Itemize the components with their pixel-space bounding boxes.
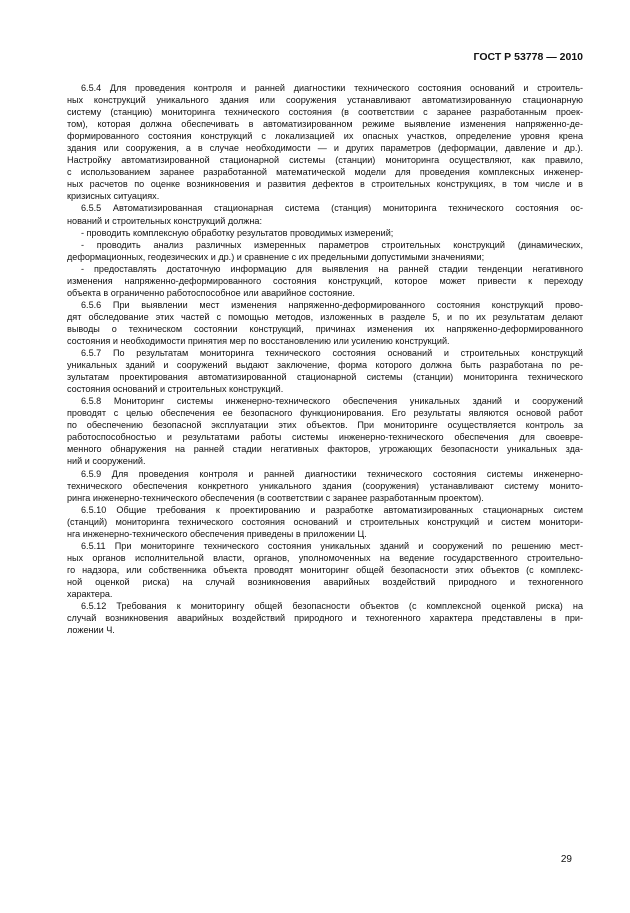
paragraph (67, 468, 583, 504)
paragraph-line: изменения напряженно-деформированного состояния конструкций, которое может привести к переходу (67, 275, 583, 286)
paragraph-line: по обеспечению безопасной эксплуатации этих объектов. При мониторинге осуществляется контроль за (67, 420, 583, 431)
paragraph-line: с использованием заранее разработанной математической модели для проведения комплексных инженер- (67, 167, 583, 178)
paragraph-line: го надзора, или собственника объекта проводят мониторинг общей безопасности этих объектов (с комплекс- (67, 564, 583, 575)
paragraph-line: 6.5.8 Мониторинг системы инженерно-технического обеспечения уникальных зданий и сооружений (81, 396, 583, 407)
paragraph-line: объекта в ограниченно работоспособное или аварийное состояние. (67, 287, 355, 298)
paragraph-line: уникальных зданий и сооружений выдают заключение, форма которого должна быть разработана по ре- (67, 360, 583, 371)
paragraph-line: том), которая должна обеспечивать в автоматизированном режиме выявление изменения напряженно-де- (67, 119, 583, 130)
paragraph-line: 6.5.10 Общие требования к проектированию и разработке автоматизированных стационарных систем (81, 504, 583, 515)
paragraph-line: кризисных ситуациях. (67, 191, 160, 202)
paragraph-line: деформационных, геодезических и др.) и сравнение с их предельными допустимыми значениями; (67, 251, 485, 262)
paragraph-line: менного обнаружения на ранней стадии негативных факторов, угрожающих безопасности уникальных зда- (67, 444, 583, 455)
paragraph-line: систему (станцию) мониторинга технического состояния (в соответствии с заранее разработанным проек- (67, 107, 583, 118)
paragraph-line: 6.5.4 Для проведения контроля и ранней диагностики технического состояния оснований и строитель- (81, 83, 583, 93)
paragraph-line: дят обследование этих частей с помощью методов, изложенных в разделе 5, и по их результатам делают (67, 311, 583, 322)
document-body (67, 82, 583, 636)
paragraph-line: - предоставлять достаточную информацию для выявления на ранней стадии тенденции негативного (81, 263, 583, 274)
paragraph-line: выводы о техническом состоянии конструкций, причинах изменения их напряженно-деформированного (67, 323, 583, 334)
paragraph-line: 6.5.5 Автоматизированная стационарная система (станция) мониторинга технического состояния ос- (81, 203, 583, 214)
paragraph (67, 600, 583, 636)
paragraph-line: проводят с целью обеспечения ее безопасного функционирования. Его результаты являются основой работ (67, 408, 583, 419)
paragraph-line: здания или сооружения, а в случае необходимости — и других параметров (деформации, давление и др.). (67, 143, 583, 154)
paragraph-line: 6.5.9 Для проведения контроля и ранней диагностики технического состояния системы инженерно- (81, 468, 583, 479)
paragraph-line: ных органов исполнительной власти, органов, уполномоченных на ведение государственного строительно- (67, 552, 583, 563)
paragraph (67, 540, 583, 600)
paragraph-line: формированного состояния конструкций с локализацией их опасных участков, определение уровня крена (67, 131, 583, 142)
paragraph (67, 504, 583, 540)
document-header: ГОСТ Р 53778 — 2010 (473, 51, 583, 63)
paragraph-line: состояния оснований и строительных конструкций. (67, 384, 284, 395)
paragraph-line: технического обеспечения конкретного уникального здания (сооружения) устанавливают систему монито- (67, 480, 583, 491)
paragraph (67, 202, 583, 226)
paragraph-line: ных конструкций уникального здания или сооружения устанавливают автоматизированную стационарную (67, 95, 583, 106)
paragraph-line: ложении Ч. (67, 625, 115, 636)
paragraph-line: ных расчетов по оценке возникновения и развития дефектов в строительных конструкциях, в том числе и в (67, 179, 583, 190)
paragraph-line: - проводить комплексную обработку результатов проводимых измерений; (81, 227, 394, 238)
paragraph-line: случай возникновения аварийных воздействий природного и техногенного характера представлены в при- (67, 613, 583, 624)
paragraph-line: 6.5.12 Требования к мониторингу общей безопасности объектов (с комплексной оценкой риска) на (81, 601, 583, 612)
paragraph-line: нга инженерно-технического обеспечения приведены в приложении Ц. (67, 528, 367, 539)
paragraph-line: 6.5.11 При мониторинге технического состояния уникальных зданий и сооружений по решению мест- (81, 540, 583, 551)
paragraph-line: зультатам проектирования автоматизированной стационарной системы (станции) мониторинга технического (67, 372, 583, 383)
paragraph (67, 347, 583, 395)
paragraph-line: 6.5.7 По результатам мониторинга технического состояния оснований и строительных конструкций (81, 348, 583, 359)
paragraph-line: ний и сооружений. (67, 456, 146, 467)
paragraph-line: ной оценкой риска) на случай возникновения аварийных воздействий природного и техногенного (67, 576, 583, 587)
paragraph (67, 263, 583, 299)
paragraph-line: (станций) мониторинга технического состояния оснований и строительных конструкций и систем монитори- (67, 516, 583, 527)
paragraph-line: работоспособностью и результатами работы системы инженерно-технического обеспечения для своевре- (67, 432, 583, 443)
page-number: 29 (560, 854, 572, 865)
paragraph-line: характера. (67, 588, 113, 599)
paragraph-line: 6.5.6 При выявлении мест изменения напряженно-деформированного состояния конструкций прово- (81, 299, 583, 310)
paragraph (67, 395, 583, 467)
paragraph-line: Настройку автоматизированной стационарной системы (станции) мониторинга осуществляют, как правило, (67, 155, 583, 166)
paragraph-line: состояния и необходимости принятия мер по восстановлению или усилению конструкций. (67, 335, 450, 346)
paragraph (67, 299, 583, 347)
paragraph-line: ринга инженерно-технического обеспечения (в соответствии с заранее разработанным проектом). (67, 492, 484, 503)
paragraph-line: нований и строительных конструкций должна: (67, 215, 262, 226)
paragraph (67, 239, 583, 263)
paragraph (67, 227, 583, 239)
paragraph-line: - проводить анализ различных измеренных параметров строительных конструкций (динамических, (81, 239, 583, 250)
paragraph (67, 82, 583, 202)
